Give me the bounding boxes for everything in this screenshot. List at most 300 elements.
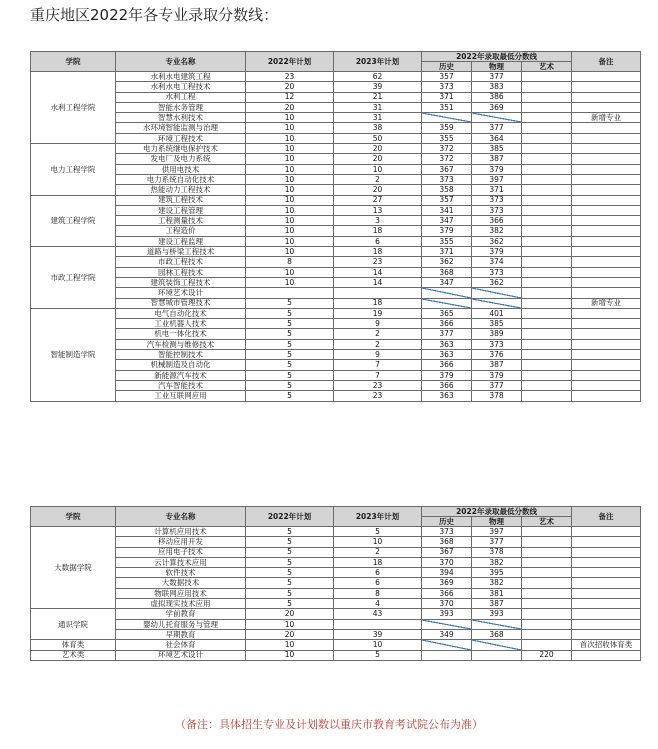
history-score-cell: 351 <box>422 102 472 112</box>
art-score-cell <box>522 113 572 123</box>
physics-score-cell: 379 <box>472 247 522 257</box>
header-plan-2023: 2023年计划 <box>334 507 422 527</box>
major-cell: 婴幼儿托育服务与管理 <box>116 619 246 629</box>
plan-2022-cell: 20 <box>246 629 334 639</box>
remark-cell <box>572 144 641 154</box>
plan-2023-cell: 39 <box>334 82 422 92</box>
history-score-cell: 373 <box>422 174 472 184</box>
remark-cell <box>572 568 641 578</box>
plan-2022-cell: 5 <box>246 391 334 401</box>
history-score-cell <box>422 640 472 650</box>
history-score-cell <box>422 288 472 298</box>
major-cell: 工程测量技术 <box>116 216 246 226</box>
art-score-cell <box>522 247 572 257</box>
physics-score-cell: 387 <box>472 154 522 164</box>
major-cell: 物联网应用技术 <box>116 588 246 598</box>
remark-cell <box>572 547 641 557</box>
history-score-cell: 379 <box>422 370 472 380</box>
plan-2022-cell: 5 <box>246 578 334 588</box>
table-row <box>31 174 641 184</box>
table-row <box>31 350 641 360</box>
table-2-body <box>31 527 641 661</box>
college-cell: 智能制造学院 <box>31 308 116 401</box>
table-row <box>31 288 641 298</box>
table-row <box>31 619 641 629</box>
header-major: 专业名称 <box>116 507 246 527</box>
plan-2023-cell: 31 <box>334 102 422 112</box>
plan-2023-cell: 7 <box>334 370 422 380</box>
art-score-cell <box>522 319 572 329</box>
history-score-cell: 355 <box>422 236 472 246</box>
history-score-cell: 359 <box>422 123 472 133</box>
major-cell: 软件技术 <box>116 568 246 578</box>
table-row <box>31 267 641 277</box>
page-title: 重庆地区2022年各专业录取分数线： <box>30 6 279 24</box>
physics-score-cell: 386 <box>472 92 522 102</box>
plan-2022-cell: 10 <box>246 216 334 226</box>
plan-2022-cell: 12 <box>246 92 334 102</box>
plan-2022-cell <box>246 288 334 298</box>
plan-2023-cell: 20 <box>334 144 422 154</box>
header-art: 艺术 <box>522 517 572 527</box>
major-cell: 工业机器人技术 <box>116 319 246 329</box>
plan-2023-cell: 10 <box>334 164 422 174</box>
table-row <box>31 82 641 92</box>
plan-2023-cell: 19 <box>334 308 422 318</box>
physics-score-cell: 383 <box>472 82 522 92</box>
major-cell: 机电一体化技术 <box>116 329 246 339</box>
plan-2023-cell: 5 <box>334 527 422 537</box>
plan-2022-cell: 5 <box>246 547 334 557</box>
physics-score-cell <box>472 298 522 308</box>
header-college: 学院 <box>31 52 116 72</box>
physics-score-cell: 373 <box>472 195 522 205</box>
plan-2023-cell: 9 <box>334 350 422 360</box>
physics-score-cell: 374 <box>472 257 522 267</box>
physics-score-cell: 395 <box>472 568 522 578</box>
remark-cell <box>572 216 641 226</box>
table-row <box>31 568 641 578</box>
table-row <box>31 216 641 226</box>
plan-2022-cell: 10 <box>246 164 334 174</box>
table-row <box>31 557 641 567</box>
major-cell: 机械制造及自动化 <box>116 360 246 370</box>
plan-2023-cell <box>334 288 422 298</box>
remark-cell <box>572 92 641 102</box>
art-score-cell <box>522 205 572 215</box>
major-cell: 建筑装饰工程技术 <box>116 277 246 287</box>
remark-cell <box>572 288 641 298</box>
physics-score-cell: 373 <box>472 339 522 349</box>
major-cell: 环境艺术设计 <box>116 650 246 660</box>
table-row <box>31 226 641 236</box>
plan-2023-cell: 2 <box>334 339 422 349</box>
plan-2022-cell: 5 <box>246 599 334 609</box>
table-row <box>31 339 641 349</box>
table-1-body <box>31 72 641 402</box>
remark-cell <box>572 360 641 370</box>
remark-cell <box>572 308 641 318</box>
table-row <box>31 102 641 112</box>
history-score-cell: 367 <box>422 547 472 557</box>
art-score-cell <box>522 267 572 277</box>
art-score-cell <box>522 102 572 112</box>
remark-cell <box>572 339 641 349</box>
remark-cell <box>572 588 641 598</box>
physics-score-cell: 362 <box>472 277 522 287</box>
history-score-cell: 358 <box>422 185 472 195</box>
header-college: 学院 <box>31 507 116 527</box>
table-row <box>31 298 641 308</box>
plan-2022-cell: 5 <box>246 568 334 578</box>
art-score-cell <box>522 226 572 236</box>
remark-cell <box>572 195 641 205</box>
history-score-cell: 363 <box>422 350 472 360</box>
plan-2022-cell: 10 <box>246 144 334 154</box>
major-cell: 早期教育 <box>116 629 246 639</box>
plan-2022-cell: 10 <box>246 195 334 205</box>
art-score-cell <box>522 92 572 102</box>
physics-score-cell: 373 <box>472 267 522 277</box>
remark-cell <box>572 82 641 92</box>
header-physics: 物理 <box>472 517 522 527</box>
plan-2023-cell: 10 <box>334 537 422 547</box>
table-row <box>31 370 641 380</box>
major-cell: 云计算技术应用 <box>116 557 246 567</box>
major-cell: 计算机应用技术 <box>116 527 246 537</box>
physics-score-cell: 366 <box>472 216 522 226</box>
history-score-cell: 341 <box>422 205 472 215</box>
plan-2023-cell: 23 <box>334 380 422 390</box>
history-score-cell: 371 <box>422 92 472 102</box>
major-cell: 新能源汽车技术 <box>116 370 246 380</box>
major-cell: 水利水电建筑工程 <box>116 72 246 82</box>
art-score-cell <box>522 547 572 557</box>
history-score-cell: 363 <box>422 339 472 349</box>
remark-cell <box>572 185 641 195</box>
physics-score-cell: 385 <box>472 144 522 154</box>
remark-cell: 新增专业 <box>572 298 641 308</box>
history-score-cell: 366 <box>422 319 472 329</box>
plan-2022-cell: 20 <box>246 102 334 112</box>
physics-score-cell: 362 <box>472 236 522 246</box>
header-remark: 备注 <box>572 52 641 72</box>
table-row <box>31 640 641 650</box>
plan-2023-cell: 39 <box>334 629 422 639</box>
history-score-cell: 372 <box>422 154 472 164</box>
table-row <box>31 609 641 619</box>
table-row <box>31 629 641 639</box>
plan-2022-cell: 10 <box>246 113 334 123</box>
college-cell: 艺术类 <box>31 650 116 660</box>
remark-cell <box>572 267 641 277</box>
header-history: 历史 <box>422 517 472 527</box>
remark-cell <box>572 650 641 660</box>
art-score-cell <box>522 164 572 174</box>
major-cell: 水利工程 <box>116 92 246 102</box>
table-row <box>31 308 641 318</box>
plan-2023-cell: 9 <box>334 319 422 329</box>
plan-2023-cell: 7 <box>334 360 422 370</box>
art-score-cell <box>522 380 572 390</box>
header-history: 历史 <box>422 62 472 72</box>
remark-cell <box>572 226 641 236</box>
physics-score-cell: 377 <box>472 380 522 390</box>
remark-cell <box>572 619 641 629</box>
art-score-cell <box>522 298 572 308</box>
major-cell: 智能控制技术 <box>116 350 246 360</box>
plan-2022-cell: 5 <box>246 329 334 339</box>
art-score-cell <box>522 537 572 547</box>
plan-2023-cell: 4 <box>334 599 422 609</box>
college-cell: 通识学院 <box>31 609 116 640</box>
footnote: （备注：具体招生专业及计划数以重庆市教育考试院公布为准） <box>175 718 483 731</box>
plan-2023-cell: 43 <box>334 609 422 619</box>
table-row <box>31 578 641 588</box>
physics-score-cell: 368 <box>472 629 522 639</box>
art-score-cell <box>522 195 572 205</box>
plan-2023-cell: 3 <box>334 216 422 226</box>
plan-2023-cell: 2 <box>334 174 422 184</box>
history-score-cell: 363 <box>422 391 472 401</box>
remark-cell <box>572 578 641 588</box>
remark-cell <box>572 164 641 174</box>
major-cell: 供用电技术 <box>116 164 246 174</box>
plan-2022-cell: 8 <box>246 257 334 267</box>
art-score-cell <box>522 288 572 298</box>
table-row <box>31 236 641 246</box>
table-row <box>31 195 641 205</box>
physics-score-cell: 376 <box>472 350 522 360</box>
plan-2022-cell: 23 <box>246 72 334 82</box>
remark-cell <box>572 102 641 112</box>
physics-score-cell: 364 <box>472 133 522 143</box>
art-score-cell <box>522 588 572 598</box>
plan-2023-cell: 23 <box>334 257 422 267</box>
history-score-cell <box>422 113 472 123</box>
header-plan-2023: 2023年计划 <box>334 52 422 72</box>
header-remark: 备注 <box>572 507 641 527</box>
physics-score-cell: 389 <box>472 329 522 339</box>
plan-2022-cell: 10 <box>246 185 334 195</box>
major-cell: 汽车智能技术 <box>116 380 246 390</box>
history-score-cell: 393 <box>422 609 472 619</box>
history-score-cell: 377 <box>422 329 472 339</box>
physics-score-cell: 387 <box>472 360 522 370</box>
remark-cell <box>572 380 641 390</box>
physics-score-cell <box>472 288 522 298</box>
header-min-scores: 2022年录取最低分数线 <box>422 52 572 62</box>
table-row <box>31 547 641 557</box>
physics-score-cell: 377 <box>472 123 522 133</box>
plan-2022-cell: 10 <box>246 123 334 133</box>
plan-2023-cell: 20 <box>334 185 422 195</box>
major-cell: 发电厂及电力系统 <box>116 154 246 164</box>
plan-2023-cell: 38 <box>334 123 422 133</box>
remark-cell <box>572 123 641 133</box>
plan-2022-cell: 10 <box>246 154 334 164</box>
college-cell: 水利工程学院 <box>31 72 116 144</box>
plan-2023-cell: 5 <box>334 650 422 660</box>
plan-2022-cell: 5 <box>246 350 334 360</box>
history-score-cell: 379 <box>422 226 472 236</box>
art-score-cell <box>522 640 572 650</box>
history-score-cell: 369 <box>422 578 472 588</box>
plan-2023-cell: 8 <box>334 588 422 598</box>
remark-cell: 新增专业 <box>572 113 641 123</box>
header-major: 专业名称 <box>116 52 246 72</box>
art-score-cell <box>522 599 572 609</box>
table-row <box>31 144 641 154</box>
plan-2023-cell: 18 <box>334 226 422 236</box>
physics-score-cell: 397 <box>472 174 522 184</box>
plan-2023-cell: 2 <box>334 547 422 557</box>
plan-2023-cell: 21 <box>334 92 422 102</box>
physics-score-cell: 385 <box>472 319 522 329</box>
art-score-cell <box>522 82 572 92</box>
header-physics: 物理 <box>472 62 522 72</box>
plan-2023-cell: 6 <box>334 578 422 588</box>
physics-score-cell: 377 <box>472 537 522 547</box>
major-cell: 热能动力工程技术 <box>116 185 246 195</box>
table-row <box>31 185 641 195</box>
major-cell: 环境艺术设计 <box>116 288 246 298</box>
major-cell: 工业互联网应用 <box>116 391 246 401</box>
table-row <box>31 123 641 133</box>
art-score-cell <box>522 277 572 287</box>
art-score-cell <box>522 360 572 370</box>
physics-score-cell: 382 <box>472 578 522 588</box>
table-row <box>31 588 641 598</box>
plan-2022-cell: 10 <box>246 205 334 215</box>
remark-cell <box>572 72 641 82</box>
art-score-cell <box>522 216 572 226</box>
remark-cell <box>572 370 641 380</box>
art-score-cell <box>522 350 572 360</box>
history-score-cell: 366 <box>422 588 472 598</box>
remark-cell: 首次招收体育类 <box>572 640 641 650</box>
plan-2023-cell: 6 <box>334 568 422 578</box>
table-row <box>31 599 641 609</box>
physics-score-cell: 371 <box>472 185 522 195</box>
header-plan-2022: 2022年计划 <box>246 52 334 72</box>
history-score-cell: 394 <box>422 568 472 578</box>
remark-cell <box>572 629 641 639</box>
art-score-cell: 220 <box>522 650 572 660</box>
art-score-cell <box>522 578 572 588</box>
physics-score-cell: 373 <box>472 205 522 215</box>
history-score-cell: 357 <box>422 195 472 205</box>
admission-score-table-1 <box>30 51 641 402</box>
plan-2023-cell <box>334 619 422 629</box>
major-cell: 汽车检测与维修技术 <box>116 339 246 349</box>
plan-2023-cell: 23 <box>334 391 422 401</box>
physics-score-cell: 369 <box>472 102 522 112</box>
major-cell: 水利水电工程技术 <box>116 82 246 92</box>
physics-score-cell <box>472 619 522 629</box>
plan-2022-cell: 10 <box>246 133 334 143</box>
plan-2023-cell: 20 <box>334 154 422 164</box>
major-cell: 电力系统继电保护技术 <box>116 144 246 154</box>
remark-cell <box>572 319 641 329</box>
major-cell: 电力系统自动化技术 <box>116 174 246 184</box>
plan-2022-cell: 5 <box>246 308 334 318</box>
plan-2022-cell: 20 <box>246 609 334 619</box>
remark-cell <box>572 350 641 360</box>
plan-2022-cell: 5 <box>246 360 334 370</box>
plan-2023-cell: 18 <box>334 298 422 308</box>
plan-2022-cell: 5 <box>246 298 334 308</box>
history-score-cell: 373 <box>422 82 472 92</box>
plan-2023-cell: 27 <box>334 195 422 205</box>
major-cell: 应用电子技术 <box>116 547 246 557</box>
college-cell: 市政工程学院 <box>31 247 116 309</box>
plan-2022-cell: 5 <box>246 319 334 329</box>
plan-2023-cell: 62 <box>334 72 422 82</box>
remark-cell <box>572 391 641 401</box>
major-cell: 移动应用开发 <box>116 537 246 547</box>
major-cell: 园林工程技术 <box>116 267 246 277</box>
plan-2022-cell: 5 <box>246 588 334 598</box>
art-score-cell <box>522 123 572 133</box>
art-score-cell <box>522 629 572 639</box>
history-score-cell: 349 <box>422 629 472 639</box>
major-cell: 环境工程技术 <box>116 133 246 143</box>
plan-2022-cell: 10 <box>246 247 334 257</box>
art-score-cell <box>522 154 572 164</box>
plan-2023-cell: 18 <box>334 247 422 257</box>
table-row <box>31 380 641 390</box>
physics-score-cell: 377 <box>472 72 522 82</box>
table-row <box>31 257 641 267</box>
table-row <box>31 537 641 547</box>
plan-2022-cell: 10 <box>246 650 334 660</box>
physics-score-cell <box>472 113 522 123</box>
remark-cell <box>572 599 641 609</box>
table-row <box>31 650 641 660</box>
physics-score-cell: 401 <box>472 308 522 318</box>
physics-score-cell: 378 <box>472 391 522 401</box>
art-score-cell <box>522 185 572 195</box>
plan-2023-cell: 18 <box>334 557 422 567</box>
physics-score-cell: 379 <box>472 370 522 380</box>
history-score-cell: 347 <box>422 216 472 226</box>
art-score-cell <box>522 391 572 401</box>
table-row <box>31 92 641 102</box>
history-score-cell: 366 <box>422 380 472 390</box>
art-score-cell <box>522 370 572 380</box>
table-row <box>31 319 641 329</box>
table-row <box>31 277 641 287</box>
history-score-cell: 367 <box>422 164 472 174</box>
history-score-cell: 362 <box>422 257 472 267</box>
major-cell: 市政工程技术 <box>116 257 246 267</box>
art-score-cell <box>522 557 572 567</box>
table-row <box>31 360 641 370</box>
remark-cell <box>572 329 641 339</box>
history-score-cell: 355 <box>422 133 472 143</box>
college-cell: 电力工程学院 <box>31 144 116 195</box>
table-row <box>31 247 641 257</box>
plan-2022-cell: 10 <box>246 277 334 287</box>
college-cell: 建筑工程学院 <box>31 195 116 246</box>
plan-2023-cell: 31 <box>334 113 422 123</box>
table-row <box>31 133 641 143</box>
art-score-cell <box>522 72 572 82</box>
table-row <box>31 205 641 215</box>
plan-2023-cell: 50 <box>334 133 422 143</box>
remark-cell <box>572 527 641 537</box>
